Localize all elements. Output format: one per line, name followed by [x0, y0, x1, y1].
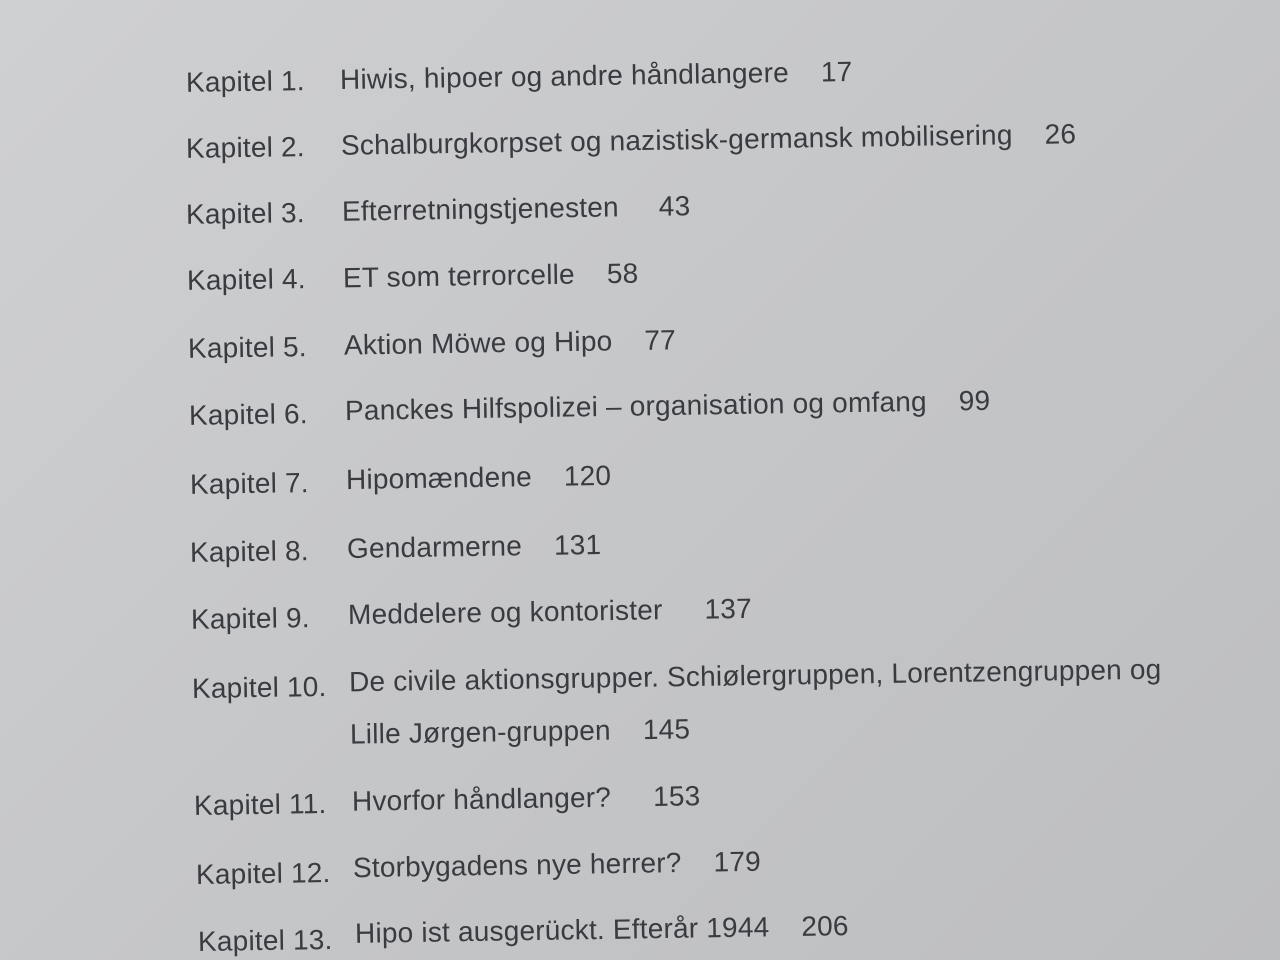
chapter-page-number: 179: [713, 845, 762, 878]
chapter-title-line: [344, 324, 676, 361]
chapter-title-line: [355, 910, 849, 950]
chapter-title: ET som terrorcelle: [342, 258, 576, 294]
chapter-title-line: [353, 846, 761, 884]
chapter-page-number: 58: [606, 257, 639, 290]
chapter-page-number: 145: [642, 713, 691, 746]
chapter-title: Aktion Möwe og Hipo: [343, 325, 613, 361]
chapter-label: Kapitel 10.: [191, 670, 327, 705]
chapter-title: Hipomændene: [345, 461, 533, 496]
chapter-title: Hvorfor håndlanger?: [351, 781, 612, 817]
chapter-title: Panckes Hilfspolizei – organisation og omfang: [344, 385, 927, 427]
chapter-title: De civile aktionsgrupper. Schiølergruppen, Lorentzengruppen og: [348, 653, 1162, 698]
chapter-title-line: [352, 780, 701, 817]
chapter-label: Kapitel 5.: [187, 331, 307, 364]
chapter-page-number: 206: [801, 910, 849, 942]
chapter-label: Kapitel 6.: [188, 398, 308, 431]
chapter-label: Kapitel 9.: [190, 602, 310, 635]
chapter-title: Efterretningstjenesten: [341, 191, 620, 227]
chapter-title-line: [346, 460, 612, 496]
chapter-title-line: [345, 385, 991, 427]
chapter-title: Schalburgkorpset og nazistisk-germansk mobilisering: [340, 119, 1013, 161]
chapter-page-number: 153: [652, 780, 701, 813]
chapter-page-number: 77: [644, 324, 677, 356]
chapter-page-number: 26: [1044, 118, 1077, 150]
chapter-page-number: 17: [820, 55, 853, 88]
chapter-label: Kapitel 3.: [185, 197, 305, 230]
chapter-title-continuation: Lille Jørgen-gruppen: [349, 714, 612, 750]
chapter-title: Storbygadens nye herrer?: [352, 847, 682, 884]
chapter-label: Kapitel 12.: [195, 856, 331, 891]
chapter-title-line: [349, 654, 1162, 699]
chapter-label: Kapitel 1.: [185, 65, 305, 98]
chapter-label: Kapitel 4.: [186, 263, 306, 296]
chapter-title-line: [341, 118, 1077, 162]
chapter-title: Hipo ist ausgerückt. Efterår 1944: [354, 911, 770, 949]
chapter-page-number: 99: [958, 384, 991, 417]
chapter-label: Kapitel 11.: [193, 787, 327, 822]
chapter-label: Kapitel 2.: [185, 131, 305, 164]
chapter-label: Kapitel 13.: [197, 923, 333, 958]
chapter-label: Kapitel 7.: [189, 467, 309, 500]
chapter-label: Kapitel 8.: [189, 535, 309, 568]
chapter-title: Hiwis, hipoer og andre håndlangere: [339, 56, 790, 96]
chapter-title-continuation-line: [350, 713, 691, 750]
chapter-page-number: 43: [658, 190, 691, 222]
chapter-title-line: [348, 593, 752, 631]
chapter-title-line: [347, 529, 602, 565]
chapter-title: Gendarmerne: [346, 530, 523, 564]
chapter-page-number: 131: [553, 529, 602, 561]
chapter-page-number: 137: [704, 592, 753, 625]
chapter-title-line: [342, 190, 691, 227]
chapter-title: Meddelere og kontorister: [347, 594, 663, 631]
chapter-title-line: [340, 56, 853, 96]
chapter-title-line: [343, 258, 639, 295]
chapter-page-number: 120: [563, 459, 612, 492]
